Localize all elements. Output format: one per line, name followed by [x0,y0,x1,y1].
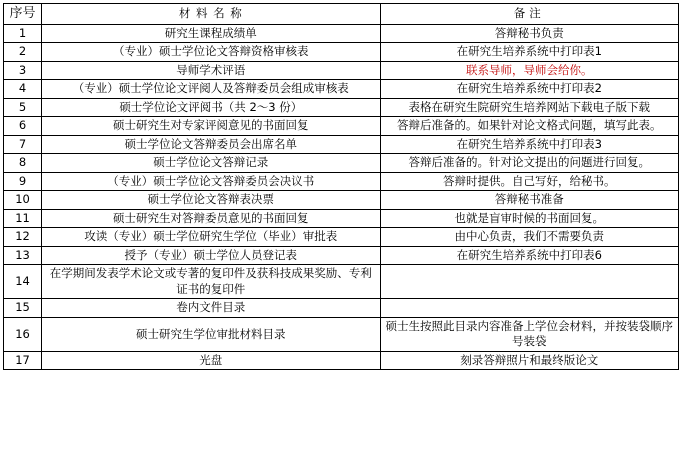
material-name: 硕士研究生对答辩委员意见的书面回复 [42,209,381,228]
material-note: 在研究生培养系统中打印表6 [380,246,678,265]
table-row [4,265,679,299]
material-note: 在研究生培养系统中打印表2 [380,80,678,99]
row-number: 15 [4,299,42,318]
table-header-row [4,4,679,25]
row-number: 11 [4,209,42,228]
material-note: 答辩后准备的。针对论文提出的问题进行回复。 [380,154,678,173]
material-note: 在研究生培养系统中打印表1 [380,43,678,62]
table-row [4,80,679,99]
material-note: 答辩后准备的。如果针对论文格式问题，填写此表。 [380,117,678,136]
row-number: 16 [4,317,42,351]
column-header-no: 序号 [4,4,42,25]
material-note: 硕士生按照此目录内容准备上学位会材料，并按装袋顺序号装袋 [380,317,678,351]
material-note [380,299,678,318]
material-name: 授予（专业）硕士学位人员登记表 [42,246,381,265]
column-header-note: 备注 [380,4,678,25]
row-number: 9 [4,172,42,191]
materials-table [3,3,679,370]
row-number: 13 [4,246,42,265]
material-note [380,265,678,299]
table-row [4,317,679,351]
material-name: 硕士学位论文评阅书（共 2～3 份） [42,98,381,117]
row-number: 4 [4,80,42,99]
row-number: 12 [4,228,42,247]
table-body [4,24,679,370]
material-name: 硕士学位论文答辩记录 [42,154,381,173]
material-name: 硕士研究生学位审批材料目录 [42,317,381,351]
row-number: 10 [4,191,42,210]
material-note: 也就是盲审时候的书面回复。 [380,209,678,228]
row-number: 14 [4,265,42,299]
material-note: 答辩秘书负责 [380,24,678,43]
material-name: 研究生课程成绩单 [42,24,381,43]
material-note: 答辩时提供。自己写好，给秘书。 [380,172,678,191]
table-row [4,246,679,265]
material-name: 光盘 [42,351,381,370]
material-name: （专业）硕士学位论文答辩委员会决议书 [42,172,381,191]
row-number: 5 [4,98,42,117]
material-note: 表格在研究生院研究生培养网站下载电子版下载 [380,98,678,117]
table-row [4,135,679,154]
table-row [4,43,679,62]
table-row [4,191,679,210]
row-number: 17 [4,351,42,370]
table-row [4,209,679,228]
column-header-name: 材 料 名 称 [42,4,381,25]
row-number: 3 [4,61,42,80]
row-number: 6 [4,117,42,136]
material-note: 在研究生培养系统中打印表3 [380,135,678,154]
table-row [4,117,679,136]
material-name: 在学期间发表学术论文或专著的复印件及获科技成果奖励、专利证书的复印件 [42,265,381,299]
table-row [4,351,679,370]
table-row [4,154,679,173]
material-note: 联系导师，导师会给你。 [380,61,678,80]
material-name: （专业）硕士学位论文评阅人及答辩委员会组成审核表 [42,80,381,99]
table-header [4,4,679,25]
material-note: 刻录答辩照片和最终版论文 [380,351,678,370]
row-number: 1 [4,24,42,43]
material-name: 攻读（专业）硕士学位研究生学位（毕业）审批表 [42,228,381,247]
material-note: 由中心负责，我们不需要负责 [380,228,678,247]
material-name: 导师学术评语 [42,61,381,80]
table-row [4,172,679,191]
table-row [4,24,679,43]
material-name: 卷内文件目录 [42,299,381,318]
row-number: 8 [4,154,42,173]
table-row [4,61,679,80]
material-name: 硕士学位论文答辩委员会出席名单 [42,135,381,154]
material-name: （专业）硕士学位论文答辩资格审核表 [42,43,381,62]
material-note: 答辩秘书准备 [380,191,678,210]
row-number: 2 [4,43,42,62]
row-number: 7 [4,135,42,154]
material-name: 硕士研究生对专家评阅意见的书面回复 [42,117,381,136]
table-row [4,299,679,318]
table-row [4,98,679,117]
table-row [4,228,679,247]
material-name: 硕士学位论文答辩表决票 [42,191,381,210]
